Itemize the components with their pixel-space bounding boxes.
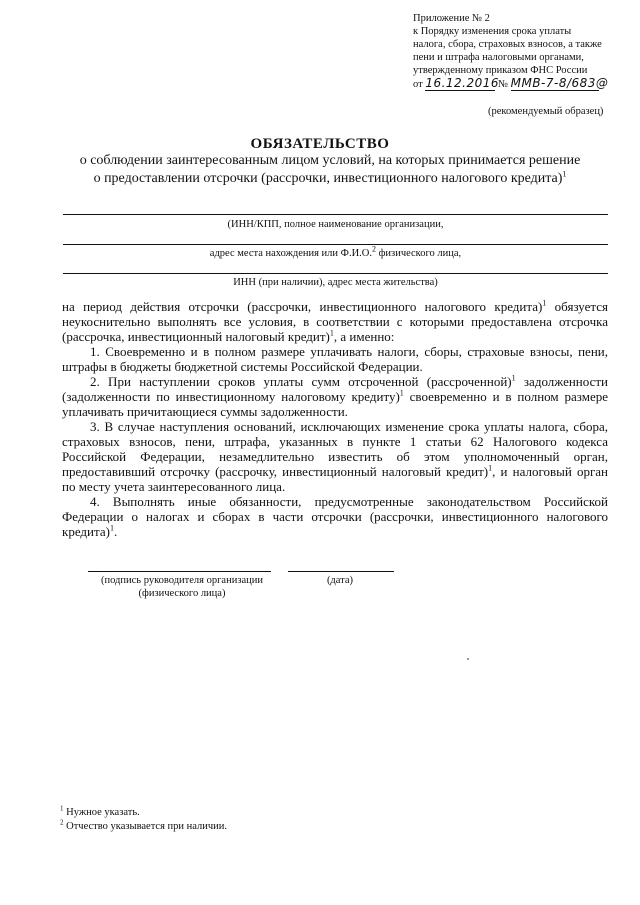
appendix-line-3: налога, сбора, страховых взносов, а также	[413, 39, 602, 50]
footnote-ref: 1	[329, 328, 334, 338]
intro-b: обязуется неукоснительно выполнять все условия, в соответствии с которыми предоставлена отсрочка (рассрочка, инвестиционный налоговый кредит)	[62, 299, 608, 344]
item-4-b: .	[113, 524, 118, 539]
signature-caption-line-2: (физического лица)	[138, 588, 226, 599]
document-title: ОБЯЗАТЕЛЬСТВО	[250, 136, 390, 152]
document-subtitle	[60, 152, 600, 188]
appendix-line-1: Приложение № 2	[413, 13, 490, 24]
footnote-ref: 1	[399, 388, 404, 398]
scan-speck	[467, 658, 469, 660]
item-2	[62, 374, 608, 419]
item-3-a: 3. В случае наступления оснований, исключающих изменение срока уплаты налога, сбора, страховых взносов, пени, штрафа, указанных в пункте 1 статьи 62 Налогового кодекса Российской Федерации, незамедлительно известить об этом уполномоченный орган, предоставивший отсрочку (рассрочку, инвестиционный налоговый кредит)	[62, 419, 608, 479]
signature-line[interactable]	[88, 571, 271, 572]
sample-note: (рекомендуемый образец)	[488, 106, 604, 117]
footnote-ref: 1	[109, 523, 114, 533]
footnote-1	[60, 806, 460, 820]
intro-paragraph	[62, 299, 608, 344]
field-line-1[interactable]	[63, 214, 608, 215]
footnote-ref: 1	[562, 169, 567, 179]
handwritten-number: ММВ-7-8/683@	[510, 76, 609, 90]
signature-caption	[82, 574, 282, 600]
appendix-header	[413, 12, 613, 91]
appendix-order-ref	[413, 77, 613, 91]
item-4-a: 4. Выполнять иные обязанности, предусмотренные законодательством Российской Федерации о налогах и сборах в части отсрочки (рассрочки, инвестиционного налогового кредита)	[62, 494, 608, 539]
obligation-body	[62, 299, 608, 539]
field-caption-2	[63, 244, 608, 259]
date-caption: (дата)	[326, 575, 354, 586]
subtitle-line-2	[60, 170, 600, 188]
intro-a: на период действия отсрочки (рассрочки, инвестиционного налогового кредита)	[62, 299, 543, 314]
footnote-ref: 1	[488, 463, 493, 473]
subtitle-line-2-text: о предоставлении отсрочки (рассрочки, инвестиционного налогового кредита)	[93, 171, 563, 186]
field-line-3[interactable]	[63, 273, 608, 274]
footnote-ref: 2	[372, 244, 376, 254]
appendix-line-4: пени и штрафа налоговыми органами,	[413, 52, 584, 63]
footnote-ref: 1	[511, 373, 516, 383]
date-line[interactable]	[288, 571, 394, 572]
footnote-ref: 1	[542, 298, 547, 308]
item-3-b: , и налоговый орган по месту учета заинтересованного лица.	[62, 464, 608, 494]
item-2-a: 2. При наступлении сроков уплаты сумм отсроченной (рассроченной)	[90, 374, 512, 389]
field-caption-3: ИНН (при наличии), адрес места жительства)	[233, 277, 438, 288]
number-label: №	[497, 79, 508, 90]
item-1: 1. Своевременно и в полном размере уплачивать налоги, сборы, страховые взносы, пени, штрафы в бюджеты бюджетной системы Российской Федерации.	[62, 344, 608, 374]
item-3	[62, 419, 608, 494]
appendix-line-5: утвержденному приказом ФНС России	[413, 65, 588, 76]
intro-c: , а именно:	[333, 329, 395, 344]
field-caption-2-b: физического лица,	[376, 248, 462, 259]
field-line-2[interactable]	[63, 244, 608, 245]
appendix-line-2: к Порядку изменения срока уплаты	[413, 26, 572, 37]
item-2-c: своевременно и в полном размере уплачивать причитающиеся суммы задолженности.	[62, 389, 608, 419]
signature-caption-line-1: (подпись руководителя организации	[100, 575, 263, 586]
footnote-2-ref: 2	[60, 818, 64, 827]
field-caption-1: (ИНН/КПП, полное наименование организации,	[227, 219, 444, 230]
footnote-2-text: Отчество указывается при наличии.	[63, 821, 228, 832]
handwritten-date: 16.12.2016	[425, 76, 500, 90]
footnote-1-text: Нужное указать.	[63, 807, 140, 818]
footnote-2	[60, 820, 460, 834]
subtitle-line-1: о соблюдении заинтересованным лицом условий, на которых принимается решение	[79, 153, 581, 168]
from-label: от	[413, 79, 423, 90]
item-2-b: задолженности (задолженности по инвестиционному налоговому кредиту)	[62, 374, 608, 404]
footnote-1-ref: 1	[60, 804, 64, 813]
item-4	[62, 494, 608, 539]
field-caption-2-a: адрес места нахождения или Ф.И.О.	[209, 248, 372, 259]
footnotes	[60, 806, 460, 834]
